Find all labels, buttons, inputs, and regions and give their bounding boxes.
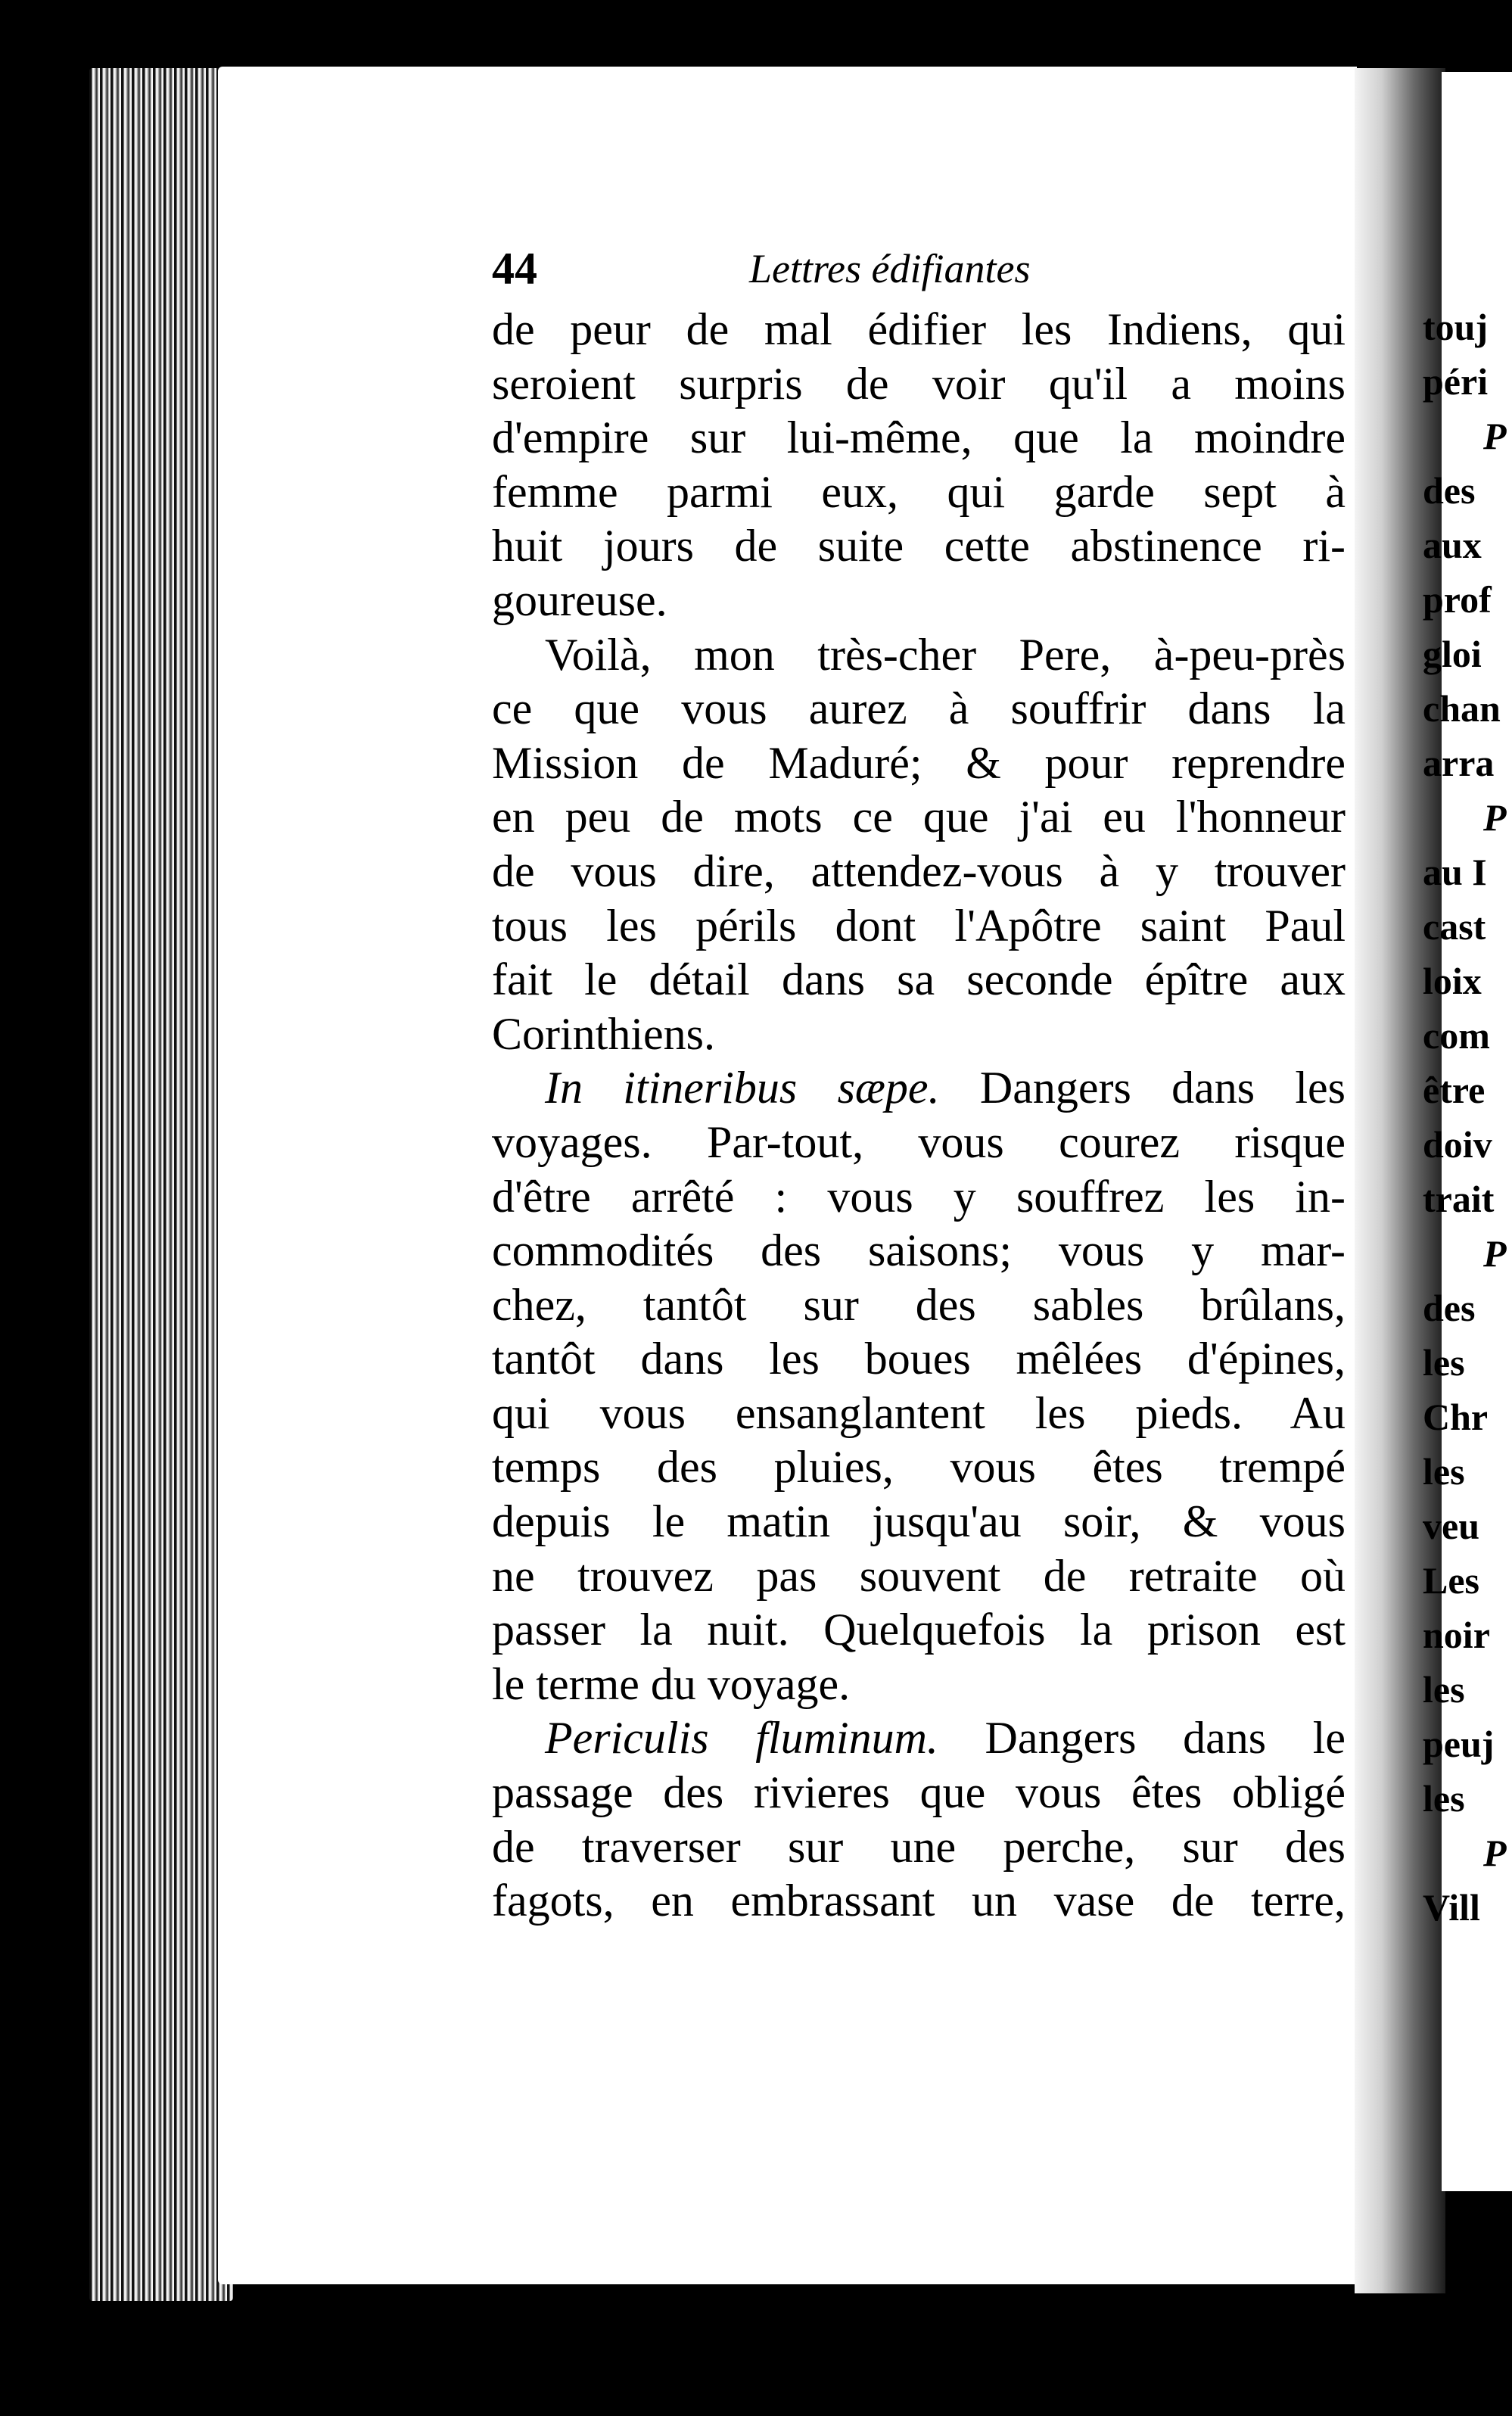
right-page-fragment: chan [1423,687,1501,730]
right-page-fragment: P [1483,796,1507,839]
right-page-fragment: doiv [1423,1123,1492,1166]
right-page-fragment: loix [1423,960,1482,1002]
right-page-fragment: des [1423,1287,1476,1329]
page-number: 44 [492,244,537,294]
text-line: femme parmi eux, qui garde sept à [492,466,1346,517]
right-page-fragment: les [1423,1341,1465,1384]
text-line: tantôt dans les boues mêlées d'épines, [492,1334,1346,1384]
text-line: depuis le matin jusqu'au soir, & vous [492,1496,1346,1547]
right-page-fragment: des [1423,469,1476,512]
right-page-fragment: peuj [1423,1723,1495,1765]
text-line: ce que vous aurez à souffrir dans la [492,683,1346,734]
text-line: d'empire sur lui-même, que la moindre [492,413,1346,463]
right-page-fragment: les [1423,1668,1465,1711]
text-line: de peur de mal édifier les Indiens, qui [492,304,1346,354]
text-line: le terme du voyage. [492,1658,851,1709]
right-page-fragment: cast [1423,905,1486,948]
latin-quote: Periculis fluminum. [545,1713,938,1764]
right-page-fragment: com [1423,1014,1490,1057]
text-line: qui vous ensanglantent les pieds. Au [492,1387,1346,1438]
right-page-fragment: trait [1423,1178,1495,1220]
right-page-fragment: prof [1423,578,1492,621]
text-line: tous les périls dont l'Apôtre saint Paul [492,900,1346,951]
text-line: fait le détail dans sa seconde épître aux [492,954,1346,1005]
text-fragment: Dangers dans les [979,1063,1346,1113]
right-page-fragment: les [1423,1777,1465,1820]
right-page-fragment: Chr [1423,1396,1489,1438]
text-line: chez, tantôt sur des sables brûlans, [492,1279,1346,1330]
text-line: goureuse. [492,574,667,625]
right-page-fragment: veu [1423,1505,1479,1547]
right-page-fragment: arra [1423,742,1495,784]
page-edges [89,68,233,2301]
page-header [492,242,1347,303]
running-head: Lettres édifiantes [749,246,1031,291]
text-line: commodités des saisons; vous y mar- [492,1225,1346,1276]
right-page-fragment: aux [1423,524,1482,566]
right-page-fragment: péri [1423,360,1489,403]
text-line-latin [492,1711,1346,1766]
right-page-fragment: Vill [1423,1886,1480,1929]
right-page-fragment: touj [1423,306,1489,348]
text-line: de vous dire, attendez-vous à y trouver [492,845,1346,896]
right-page-fragment: P [1483,415,1507,457]
text-line: fagots, en embrassant un vase de terre, [492,1876,1346,1926]
right-page-fragment: gloi [1423,633,1482,675]
text-fragment: Dangers dans le [985,1713,1346,1764]
text-line: de traverser sur une perche, sur des [492,1821,1346,1872]
text-line: seroient surpris de voir qu'il a moins [492,358,1346,409]
right-page-fragment: au I [1423,851,1487,893]
text-line: Mission de Maduré; & pour reprendre [492,737,1346,788]
text-line: d'être arrêté : vous y souffrez les in- [492,1171,1346,1222]
body-text [492,303,1346,1929]
text-line: temps des pluies, vous êtes trempé [492,1442,1346,1493]
right-page-fragment: noir [1423,1614,1490,1656]
right-page-fragment: P [1483,1832,1507,1874]
text-line: huit jours de suite cette abstinence ri- [492,521,1346,571]
text-line: passer la nuit. Quelquefois la prison est [492,1605,1346,1655]
text-line-latin [492,1061,1346,1116]
latin-quote: In itineribus sæpe. [545,1063,940,1113]
right-page-fragment: Les [1423,1559,1479,1602]
right-page-fragment: P [1483,1232,1507,1275]
text-line: voyages. Par-tout, vous courez risque [492,1116,1346,1167]
right-page-fragment: être [1423,1069,1486,1111]
text-line: Voilà, mon très-cher Pere, à-peu-près [545,629,1346,680]
text-line: ne trouvez pas souvent de retraite où [492,1550,1346,1601]
text-line: Corinthiens. [492,1008,715,1059]
text-line: en peu de mots ce que j'ai eu l'honneur [492,792,1346,842]
right-page-fragment: les [1423,1450,1465,1493]
text-line: passage des rivieres que vous êtes obligé [492,1767,1346,1818]
